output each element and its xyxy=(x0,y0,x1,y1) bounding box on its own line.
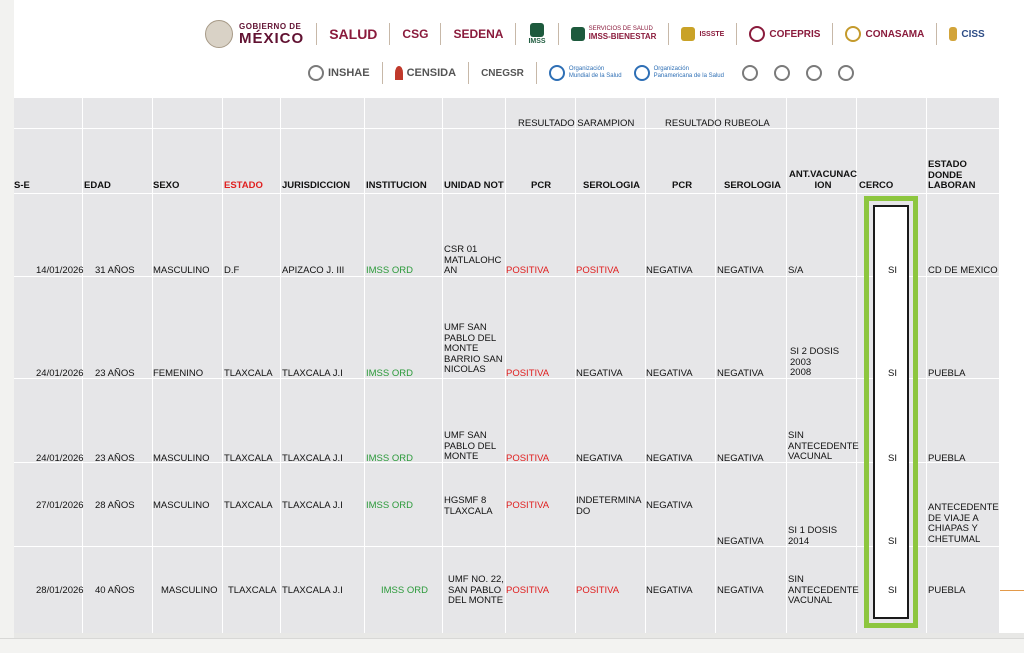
row5-estado: TLAXCALA xyxy=(228,585,277,596)
row2-institucion: IMSS ORD xyxy=(366,368,413,379)
censida-logo: CENSIDA xyxy=(395,66,457,80)
row2-pcr-sarampion: POSITIVA xyxy=(506,368,550,379)
cofepris-icon xyxy=(749,26,765,42)
row2-serologia-rubeola: NEGATIVA xyxy=(717,368,764,379)
cofepris-logo: COFEPRIS xyxy=(749,26,820,42)
row2-unidad: UMF SAN PABLO DEL MONTE BARRIO SAN NICOLAS xyxy=(444,322,503,375)
eagle-seal-icon xyxy=(205,20,233,48)
row5-institucion: IMSS ORD xyxy=(381,585,428,596)
row5-unidad: UMF NO. 22, SAN PABLO DEL MONTE xyxy=(448,574,504,606)
row2-fecha: 24/01/2026 xyxy=(36,368,84,379)
inshae-logo: INSHAE xyxy=(308,65,370,81)
imss-logo: IMSS xyxy=(528,23,545,45)
row5-fecha: 28/01/2026 xyxy=(36,585,84,596)
row5-edad: 40 AÑOS xyxy=(95,585,135,596)
csg-logo: CSG xyxy=(402,27,429,41)
row1-fecha: 14/01/2026 xyxy=(36,265,84,276)
row4-serologia-rubeola: NEGATIVA xyxy=(717,536,764,547)
row5-ant-vacunacion: SIN ANTECEDENTE VACUNAL xyxy=(788,574,859,606)
row4-laboran: ANTECEDENTE DE VIAJE A CHIAPAS Y CHETUMAL xyxy=(928,502,999,545)
header-se: S-E xyxy=(14,180,30,191)
row3-cerco: SI xyxy=(888,453,897,464)
imss-bienestar-logo: SERVICIOS DE SALUD IMSS-BIENESTAR xyxy=(571,26,657,41)
sarampion-group-header: RESULTADO SARAMPION xyxy=(518,118,635,129)
ciss-icon xyxy=(949,27,957,41)
salud-logo: SALUD xyxy=(329,26,378,42)
row5-laboran: PUEBLA xyxy=(928,585,966,596)
sedena-logo: SEDENA xyxy=(453,27,504,41)
imss-eagle-icon xyxy=(530,23,544,37)
row5-pcr-sarampion: POSITIVA xyxy=(506,585,550,596)
gobierno-mexico-logo: GOBIERNO DE MÉXICO xyxy=(205,20,304,48)
header-pcr-rubeola: PCR xyxy=(672,180,693,191)
ciss-logo: CISS xyxy=(949,27,984,41)
oms-globe-icon xyxy=(549,65,565,81)
row1-ant-vacunacion: S/A xyxy=(788,265,804,276)
row1-serologia-rubeola: NEGATIVA xyxy=(717,265,764,276)
ops-globe-icon xyxy=(634,65,650,81)
header-cerco: CERCO xyxy=(859,180,894,191)
row3-serologia-rubeola: NEGATIVA xyxy=(717,453,764,464)
issste-icon xyxy=(681,27,695,41)
row3-edad: 23 AÑOS xyxy=(95,453,135,464)
row2-jurisdiccion: TLAXCALA J.I xyxy=(282,368,343,379)
row5-serologia-rubeola: NEGATIVA xyxy=(717,585,764,596)
row4-fecha: 27/01/2026 xyxy=(36,500,84,511)
header-pcr-sarampion: PCR xyxy=(531,180,552,191)
unam-seal-icon xyxy=(806,65,822,81)
ribbon-icon xyxy=(395,66,403,80)
row4-cerco: SI xyxy=(888,536,897,547)
inshae-icon xyxy=(308,65,324,81)
logo-row-1 xyxy=(205,20,997,48)
row1-laboran: CD DE MEXICO xyxy=(928,265,998,276)
row1-estado: D.F xyxy=(224,265,240,276)
row4-pcr-sarampion: POSITIVA xyxy=(506,500,550,511)
row3-ant-vacunacion: SIN ANTECEDENTE VACUNAL xyxy=(788,430,859,462)
margin-mark xyxy=(1000,590,1024,591)
row3-serologia-sarampion: NEGATIVA xyxy=(576,453,623,464)
row3-unidad: UMF SAN PABLO DEL MONTE xyxy=(444,430,497,462)
imss-bienestar-icon xyxy=(571,27,585,41)
row2-estado: TLAXCALA xyxy=(224,368,273,379)
header-edad: EDAD xyxy=(84,180,111,191)
row2-edad: 23 AÑOS xyxy=(95,368,135,379)
page-left-edge xyxy=(0,0,14,638)
logo-row-2 xyxy=(308,62,858,84)
row3-sexo: MASCULINO xyxy=(153,453,210,464)
next-page-edge xyxy=(0,638,1024,653)
row4-serologia-sarampion: INDETERMINA DO xyxy=(576,495,641,517)
conasama-icon xyxy=(845,26,861,42)
rubeola-group-header: RESULTADO RUBEOLA xyxy=(665,118,770,129)
row5-cerco: SI xyxy=(888,585,897,596)
row4-jurisdiccion: TLAXCALA J.I xyxy=(282,500,343,511)
header-serologia-rubeola: SEROLOGIA xyxy=(724,180,782,191)
row2-sexo: FEMENINO xyxy=(153,368,204,379)
row5-jurisdiccion: TLAXCALA J.I xyxy=(282,585,343,596)
row3-pcr-rubeola: NEGATIVA xyxy=(646,453,693,464)
row1-edad: 31 AÑOS xyxy=(95,265,135,276)
row1-jurisdiccion: APIZACO J. III xyxy=(282,265,345,276)
header-jurisdiccion: JURISDICCION xyxy=(282,180,351,191)
row1-serologia-sarampion: POSITIVA xyxy=(576,265,620,276)
row4-estado: TLAXCALA xyxy=(224,500,273,511)
header-ant-vacunacion: ANT.VACUNAC ION xyxy=(789,169,857,191)
row1-institucion: IMSS ORD xyxy=(366,265,413,276)
row3-institucion: IMSS ORD xyxy=(366,453,413,464)
row4-pcr-rubeola: NEGATIVA xyxy=(646,500,693,511)
header-sexo: SEXO xyxy=(153,180,180,191)
row2-cerco: SI xyxy=(888,368,897,379)
cerco-highlight-box xyxy=(864,196,918,628)
row2-laboran: PUEBLA xyxy=(928,368,966,379)
header-serologia-sarampion: SEROLOGIA xyxy=(583,180,641,191)
row4-sexo: MASCULINO xyxy=(153,500,210,511)
issste-logo: ISSSTE xyxy=(681,27,724,41)
header-estado: ESTADO xyxy=(224,180,263,191)
row5-sexo: MASCULINO xyxy=(161,585,218,596)
row3-laboran: PUEBLA xyxy=(928,453,966,464)
row1-unidad: CSR 01 MATLALOHC AN xyxy=(444,244,502,276)
row3-estado: TLAXCALA xyxy=(224,453,273,464)
row1-sexo: MASCULINO xyxy=(153,265,210,276)
row1-cerco: SI xyxy=(888,265,897,276)
row3-pcr-sarampion: POSITIVA xyxy=(506,453,550,464)
oms-logo: Organización Mundial de la Salud xyxy=(549,65,622,81)
row4-institucion: IMSS ORD xyxy=(366,500,413,511)
row2-serologia-sarampion: NEGATIVA xyxy=(576,368,623,379)
ops-logo: Organización Panamericana de la Salud xyxy=(634,65,724,81)
row3-fecha: 24/01/2026 xyxy=(36,453,84,464)
row2-ant-vacunacion: SI 2 DOSIS 2003 2008 xyxy=(790,346,840,378)
header-estado-laboran: ESTADO DONDE LABORAN xyxy=(928,159,976,191)
cnegsr-logo: CNEGSR xyxy=(481,67,524,79)
shield-seal-icon xyxy=(838,65,854,81)
header-unidad: UNIDAD NOT xyxy=(444,180,504,191)
row3-jurisdiccion: TLAXCALA J.I xyxy=(282,453,343,464)
row5-pcr-rubeola: NEGATIVA xyxy=(646,585,693,596)
row2-pcr-rubeola: NEGATIVA xyxy=(646,368,693,379)
conasama-logo: CONASAMA xyxy=(845,26,924,42)
seal-icon-2 xyxy=(774,65,790,81)
row1-pcr-rubeola: NEGATIVA xyxy=(646,265,693,276)
row1-pcr-sarampion: POSITIVA xyxy=(506,265,550,276)
row4-ant-vacunacion: SI 1 DOSIS 2014 xyxy=(788,525,838,547)
header-institucion: INSTITUCION xyxy=(366,180,427,191)
seal-icon-1 xyxy=(742,65,758,81)
row5-serologia-sarampion: POSITIVA xyxy=(576,585,620,596)
row4-edad: 28 AÑOS xyxy=(95,500,135,511)
row4-unidad: HGSMF 8 TLAXCALA xyxy=(444,495,493,517)
